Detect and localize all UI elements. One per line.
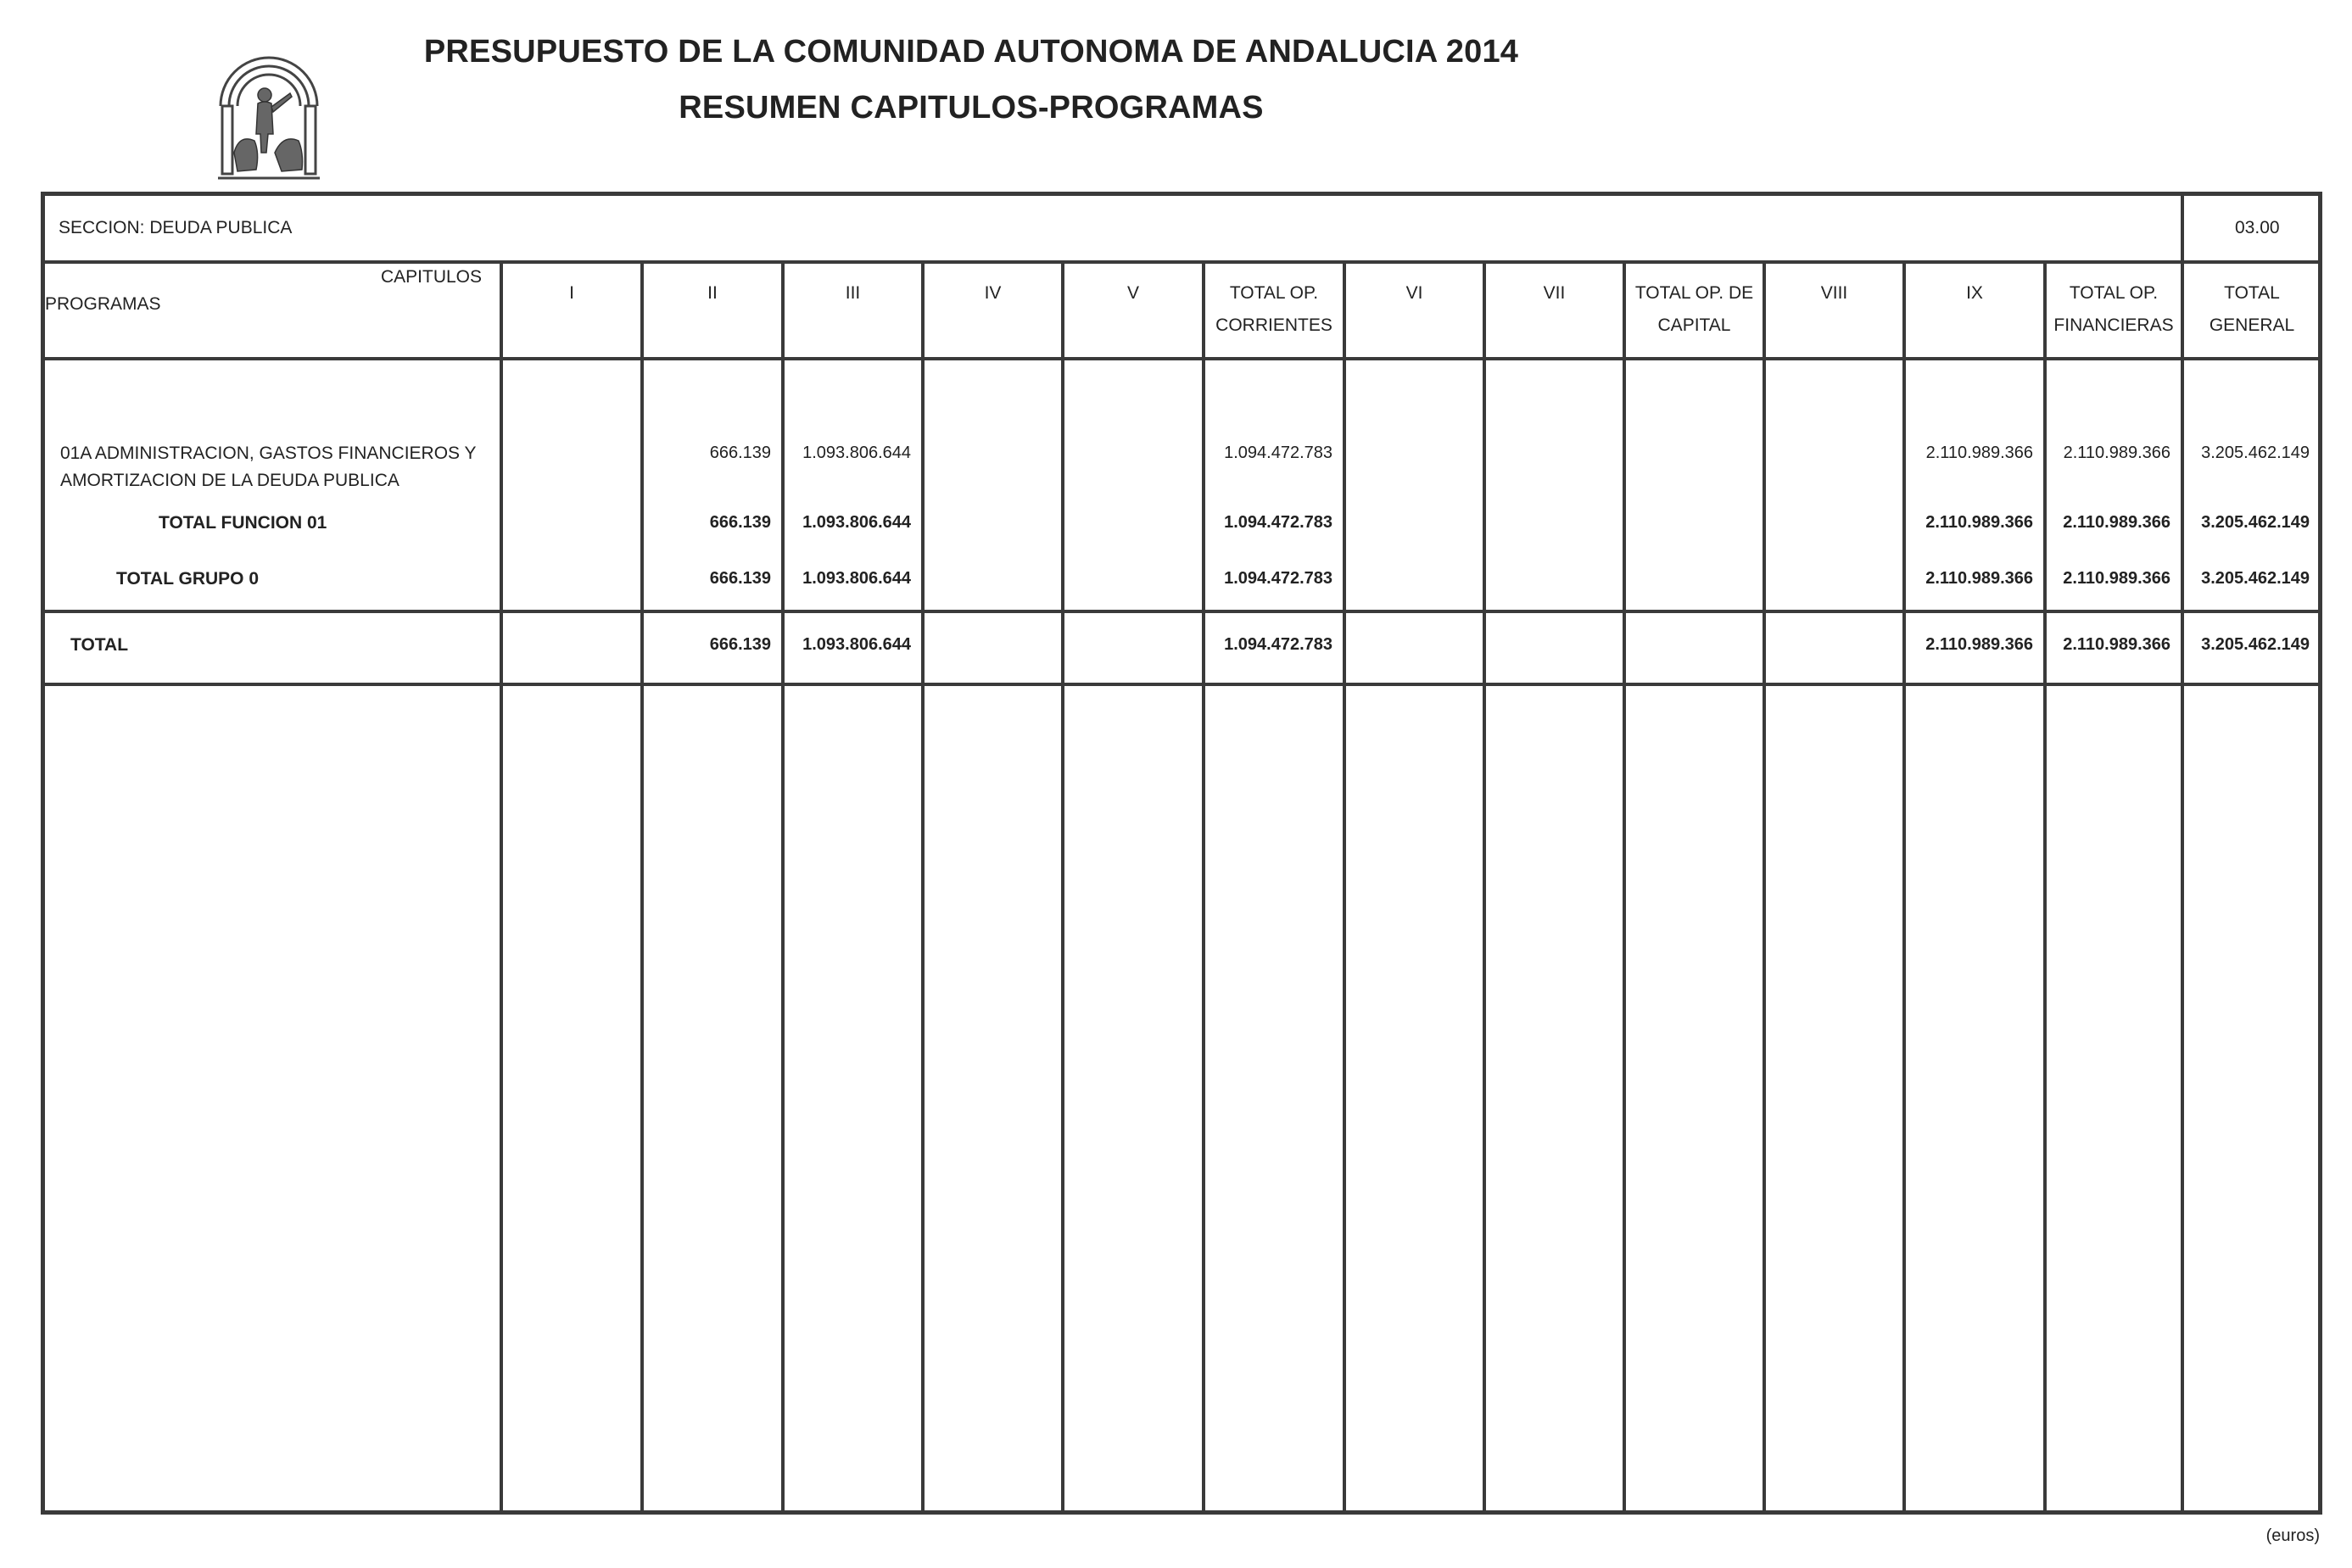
column-header-line1: VII — [1543, 283, 1566, 303]
column-header-line2: FINANCIERAS — [2053, 315, 2174, 335]
column-header — [925, 277, 1061, 310]
column-header-line1: VI — [1405, 283, 1423, 303]
total-label: TOTAL — [70, 635, 129, 655]
currency-units-note: (euros) — [2265, 1526, 2320, 1545]
column-header-line1: V — [1126, 283, 1139, 303]
column-header-line1: I — [569, 283, 574, 303]
budget-table — [41, 192, 2322, 1515]
amount-cell: 2.110.989.366 — [2063, 444, 2170, 462]
column-header-line2: CAPITAL — [1657, 315, 1731, 335]
column-header — [503, 277, 640, 310]
column-divider — [1623, 262, 1626, 1510]
seccion-code: 03.00 — [2235, 218, 2280, 237]
rule-under-seccion — [45, 260, 2318, 264]
column-header-line1: TOTAL — [2224, 283, 2280, 303]
total-amount-cell: 666.139 — [709, 635, 771, 654]
rule-above-total — [45, 610, 2318, 613]
amount-cell: 2.110.989.366 — [2063, 513, 2170, 532]
amount-cell: 1.094.472.783 — [1224, 444, 1332, 462]
amount-cell: 666.139 — [709, 513, 771, 532]
column-divider — [921, 262, 925, 1510]
column-divider — [500, 262, 503, 1510]
column-header-line1: III — [845, 283, 861, 303]
amount-cell: 2.110.989.366 — [1925, 513, 2033, 532]
rule-under-total — [45, 683, 2318, 686]
rule-under-header — [45, 357, 2318, 360]
seccion-divider — [2181, 196, 2184, 262]
total-amount-cell: 2.110.989.366 — [2063, 635, 2170, 654]
amount-cell: 2.110.989.366 — [2063, 569, 2170, 588]
document-title: PRESUPUESTO DE LA COMUNIDAD AUTONOMA DE ANDALUCIA 2014 — [423, 34, 1519, 70]
column-header-line1: TOTAL OP. DE — [1634, 283, 1754, 303]
column-header — [1766, 277, 1902, 310]
column-header-line2: GENERAL — [2209, 315, 2295, 335]
column-header-line1: TOTAL OP. — [1229, 283, 1319, 303]
amount-cell: 666.139 — [709, 444, 771, 462]
amount-cell: 1.094.472.783 — [1224, 513, 1332, 532]
amount-cell: 1.094.472.783 — [1224, 569, 1332, 588]
column-divider — [1483, 262, 1486, 1510]
column-header — [1346, 277, 1483, 310]
amount-cell: 3.205.462.149 — [2201, 444, 2310, 462]
corner-capitulos: CAPITULOS — [381, 267, 483, 287]
amount-cell: 3.205.462.149 — [2201, 569, 2310, 588]
column-header — [1205, 277, 1343, 342]
column-header-line1: II — [707, 283, 718, 303]
column-header — [1486, 277, 1623, 310]
column-divider — [1763, 262, 1766, 1510]
amount-cell: 2.110.989.366 — [1925, 444, 2033, 462]
column-header — [1906, 277, 2043, 310]
amount-cell: 1.093.806.644 — [802, 513, 911, 532]
column-header-line1: TOTAL OP. — [2069, 283, 2159, 303]
column-header-line1: VIII — [1820, 283, 1848, 303]
amount-cell: 666.139 — [709, 569, 771, 588]
amount-cell: 2.110.989.366 — [1925, 569, 2033, 588]
seccion-label: SECCION: DEUDA PUBLICA — [59, 218, 293, 237]
corner-programas: PROGRAMAS — [45, 294, 161, 314]
column-header — [785, 277, 921, 310]
amount-cell: 3.205.462.149 — [2201, 513, 2310, 532]
column-header — [1626, 277, 1763, 342]
column-header — [1064, 277, 1202, 310]
column-header — [644, 277, 781, 310]
column-divider — [1343, 262, 1346, 1510]
total-amount-cell: 3.205.462.149 — [2201, 635, 2310, 654]
document-subtitle: RESUMEN CAPITULOS-PROGRAMAS — [679, 90, 1264, 126]
column-divider — [1061, 262, 1064, 1510]
amount-cell: 1.093.806.644 — [802, 569, 911, 588]
total-funcion-label: TOTAL FUNCION 01 — [159, 513, 327, 533]
column-header-line1: IV — [984, 283, 1002, 303]
programa-01a-line2: AMORTIZACION DE LA DEUDA PUBLICA — [60, 471, 399, 490]
total-grupo-label: TOTAL GRUPO 0 — [116, 569, 260, 589]
column-header — [2184, 277, 2320, 342]
column-header-line2: CORRIENTES — [1215, 315, 1332, 335]
column-header — [2047, 277, 2181, 342]
total-amount-cell: 2.110.989.366 — [1925, 635, 2033, 654]
column-header-line1: IX — [1966, 283, 1983, 303]
total-amount-cell: 1.094.472.783 — [1224, 635, 1332, 654]
amount-cell: 1.093.806.644 — [802, 444, 911, 462]
total-amount-cell: 1.093.806.644 — [802, 635, 911, 654]
programa-01a-line1: 01A ADMINISTRACION, GASTOS FINANCIEROS Y — [60, 444, 477, 463]
